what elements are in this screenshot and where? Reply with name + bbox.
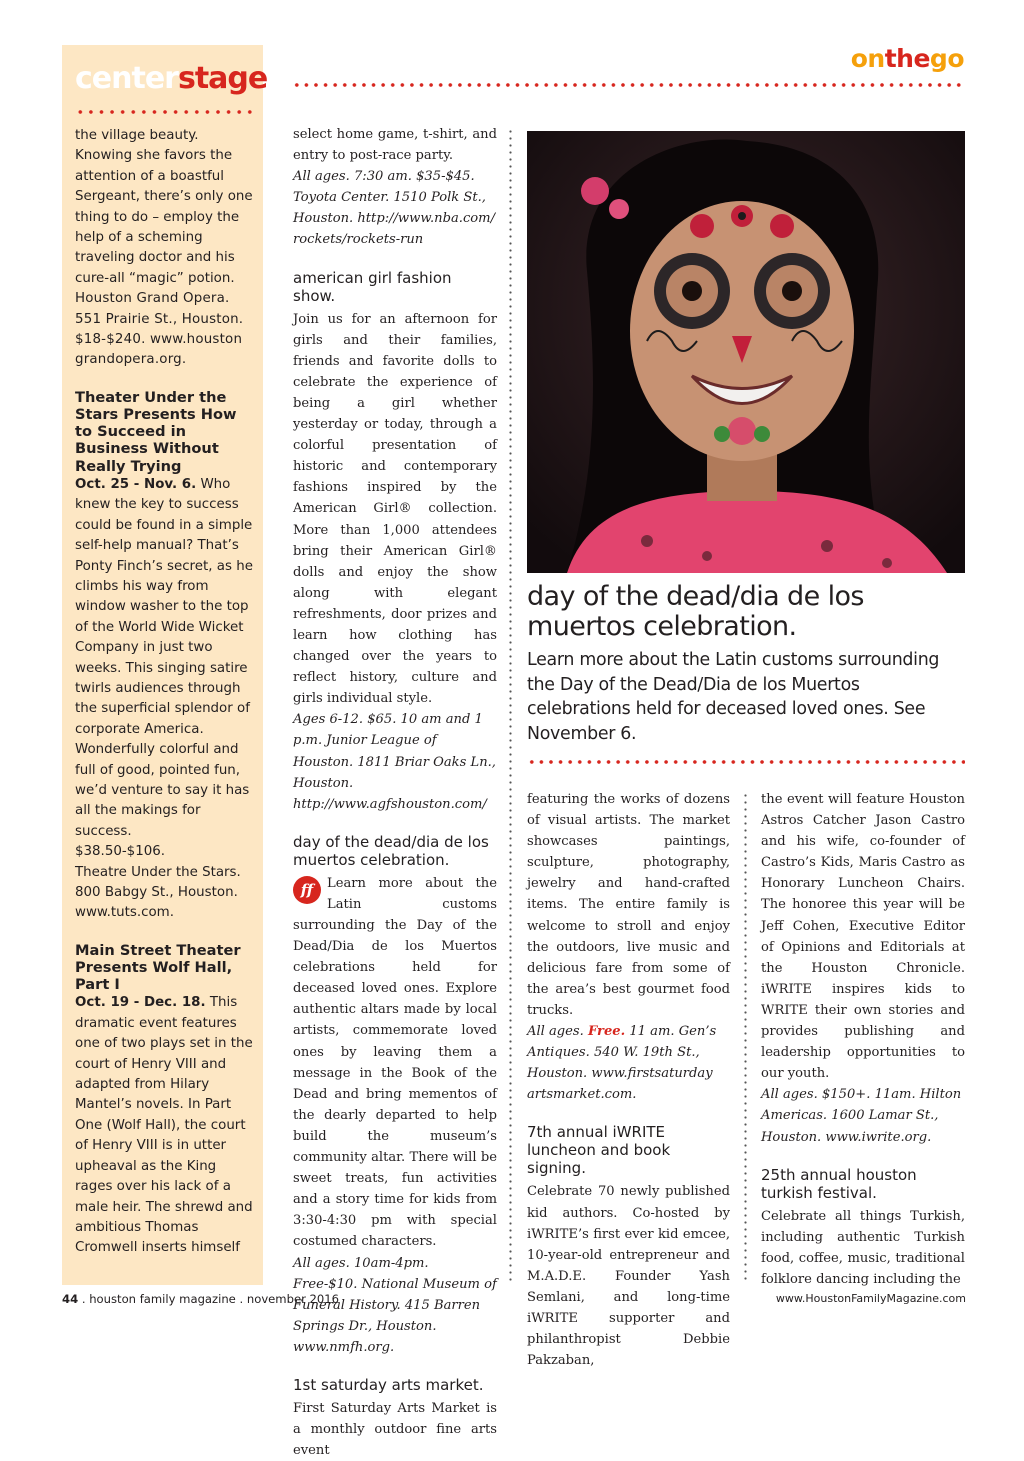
event-info: Ages 6-12. $65. 10 am and 1 p.m. Junior League of Houston. 1811 Briar Oaks Ln., Houston. http://www.agfshouston.com/: [293, 712, 496, 812]
event-heading: 7th annual iWRITE luncheon and book signing.: [527, 1123, 671, 1178]
section-title-centerstage: [75, 61, 268, 96]
show-text: Who knew the key to success could be found in a simple self-help manual? That’s Ponty Finch’s secret, as he climbs his way from window washer to the top of the World Wide Wicket Company in just two weeks. This singing satire twirls audiences through the superficial splendor of corporate America. Wonderfully colorful and full of good, pointed fun, we’d venture to say it has all the makings for success.: [75, 476, 253, 839]
event-heading: american girl fashion show.: [293, 268, 452, 305]
feature-description: Learn more about the Latin customs surrounding the Day of the Dead/Dia de los Muertos celebrations held for deceased loved ones. See November 6.: [527, 650, 940, 744]
publication-line: . houston family magazine . november 2016: [78, 1292, 340, 1306]
section-title-part2: stage: [177, 61, 268, 96]
event-text-body: Learn more about the Latin customs surrounding the Day of the Dead/Dia de los Muertos celebrations held for deceased loved ones. Explore authentic altars made by local artists, commemorate loved ones by leaving them a message in the Book of the Dead and bring mementos of the dearly departed to help build the museum’s community altar. There will be sweet treats, fun activities and a story time for kids from 3:30-4:30 pm with special costumed characters.: [293, 875, 497, 1250]
section-title-onthego: [851, 44, 964, 73]
show-date: Oct. 25 - Nov. 6.: [75, 476, 197, 492]
show-body: [75, 993, 255, 1258]
show-body: [75, 475, 255, 842]
girl-face-paint-photo: [527, 131, 965, 573]
event-heading: day of the dead/dia de los muertos celebration.: [293, 832, 489, 869]
event-text: select home game, t-shirt, and entry to post-race party.: [293, 127, 497, 164]
event-info: All ages. 10am-4pm. Free-$10. National Museum of Funeral History. 415 Barren Springs Dr., Houston. www.nmfh.org.: [293, 1255, 497, 1355]
event-info: All ages. 7:30 am. $35-$45. Toyota Center. 1510 Polk St., Houston. http://www.nba.com/ rockets/rockets-run: [293, 169, 495, 248]
show-text: This dramatic event features one of two plays set in the court of Henry VIII and adapted from Hilary Mantel’s novels. In Part One (Wolf Hall), the court of Henry VIII is in utter upheaval as the King rages over his lack of a male heir. The shrewd and ambitious Thomas Cromwell inserts himself: [75, 995, 253, 1256]
footer-url[interactable]: www.HoustonFamilyMagazine.com: [775, 1292, 966, 1305]
right-column-1: [527, 789, 730, 1371]
section-title-part1: center: [75, 61, 178, 96]
feature-photo: [527, 131, 965, 573]
section-title-part2: the: [884, 44, 930, 73]
event-text: Celebrate all things Turkish, including authentic Turkish food, coffee, music, traditional folklore dancing including the: [761, 1208, 965, 1287]
event-info-part: All ages.: [527, 1024, 588, 1040]
family-friendly-badge-icon: ff: [293, 876, 321, 904]
event-text: Celebrate 70 newly published kid authors. Co-hosted by iWRITE’s first ever kid emcee, 10-year-old entrepreneur and M.A.D.E. Founder Yash Semlani, and long-time iWRITE supporter and philanthropist Debbie Pakzaban,: [527, 1184, 730, 1369]
event-text: First Saturday Arts Market is a monthly outdoor fine arts event: [293, 1400, 497, 1459]
free-label: Free.: [587, 1024, 626, 1040]
sidebar-intro-venue: Houston Grand Opera. 551 Prairie St., Houston. $18-$240. www.houston grandopera.org.: [75, 291, 244, 368]
section-title-part3: go: [929, 44, 964, 73]
event-heading: 25th annual houston turkish festival.: [761, 1165, 917, 1202]
event-heading: 1st saturday arts market.: [293, 1375, 484, 1394]
column-divider: [744, 792, 747, 1282]
show-date: Oct. 19 - Dec. 18.: [75, 995, 206, 1011]
show-title: Theater Under the Stars Presents How to Succeed in Business Without Really Trying: [75, 388, 237, 475]
page-number: 44: [62, 1292, 79, 1306]
dotted-divider: [75, 108, 253, 116]
sidebar-column: [75, 126, 255, 1259]
show-price: $38.50-$106.: [75, 844, 166, 860]
footer-publication: [62, 1292, 339, 1306]
section-title-part1: on: [850, 44, 885, 73]
event-info-part: 11 am. Gen’s Antiques. 540 W. 19th St., Houston. www.firstsaturday artsmarket.com.: [527, 1024, 717, 1103]
event-text: the event will feature Houston Astros Catcher Jason Castro and his wife, co-founder of Castro’s Kids, Maris Castro as Honorary Luncheon Chairs. The honoree this year will be Jeff Cohen, Executive Editor of Opinions and Editorials at the Houston Chronicle. iWRITE inspires kids to WRITE their own stories and provides publishing and leadership opportunities to our youth.: [761, 792, 965, 1082]
event-info: [527, 1021, 730, 1105]
dotted-divider: [527, 758, 965, 766]
middle-column: [293, 124, 497, 1461]
show-title: Main Street Theater Presents Wolf Hall, Part I: [75, 941, 241, 994]
column-divider: [509, 128, 512, 1282]
event-info: All ages. $150+. 11am. Hilton Americas. 1600 Lamar St., Houston. www.iwrite.org.: [761, 1087, 962, 1145]
event-text: Join us for an afternoon for girls and their families, friends and favorite dolls to celebrate the experience of being a girl whether yesterday or today, through a colorful presentation of historic and contemporary fashions inspired by the American Girl® collection. More than 1,000 attendees bring their American Girl® dolls and enjoy the show along with elegant refreshments, door prizes and learn how clothing has changed over the years to reflect history, culture and girls individual style.: [293, 311, 497, 707]
sidebar-intro-text: the village beauty. Knowing she favors the attention of a boastful Sergeant, there’s only one thing to do – employ the help of a scheming traveling doctor and his cure-all “magic” potion.: [75, 128, 253, 286]
feature-title: day of the dead/dia de los muertos celebration.: [527, 581, 864, 642]
right-column-2: [761, 789, 965, 1290]
event-text: featuring the works of dozens of visual artists. The market showcases paintings, sculpture, photography, jewelry and hand-crafted items. The entire family is welcome to stroll and enjoy the outdoors, live music and delicious fare from some of the area’s best gourmet food trucks.: [527, 792, 730, 1018]
show-venue: Theatre Under the Stars. 800 Babgy St., Houston. www.tuts.com.: [75, 864, 241, 921]
event-text: [293, 873, 497, 1253]
dotted-divider: [292, 81, 964, 89]
